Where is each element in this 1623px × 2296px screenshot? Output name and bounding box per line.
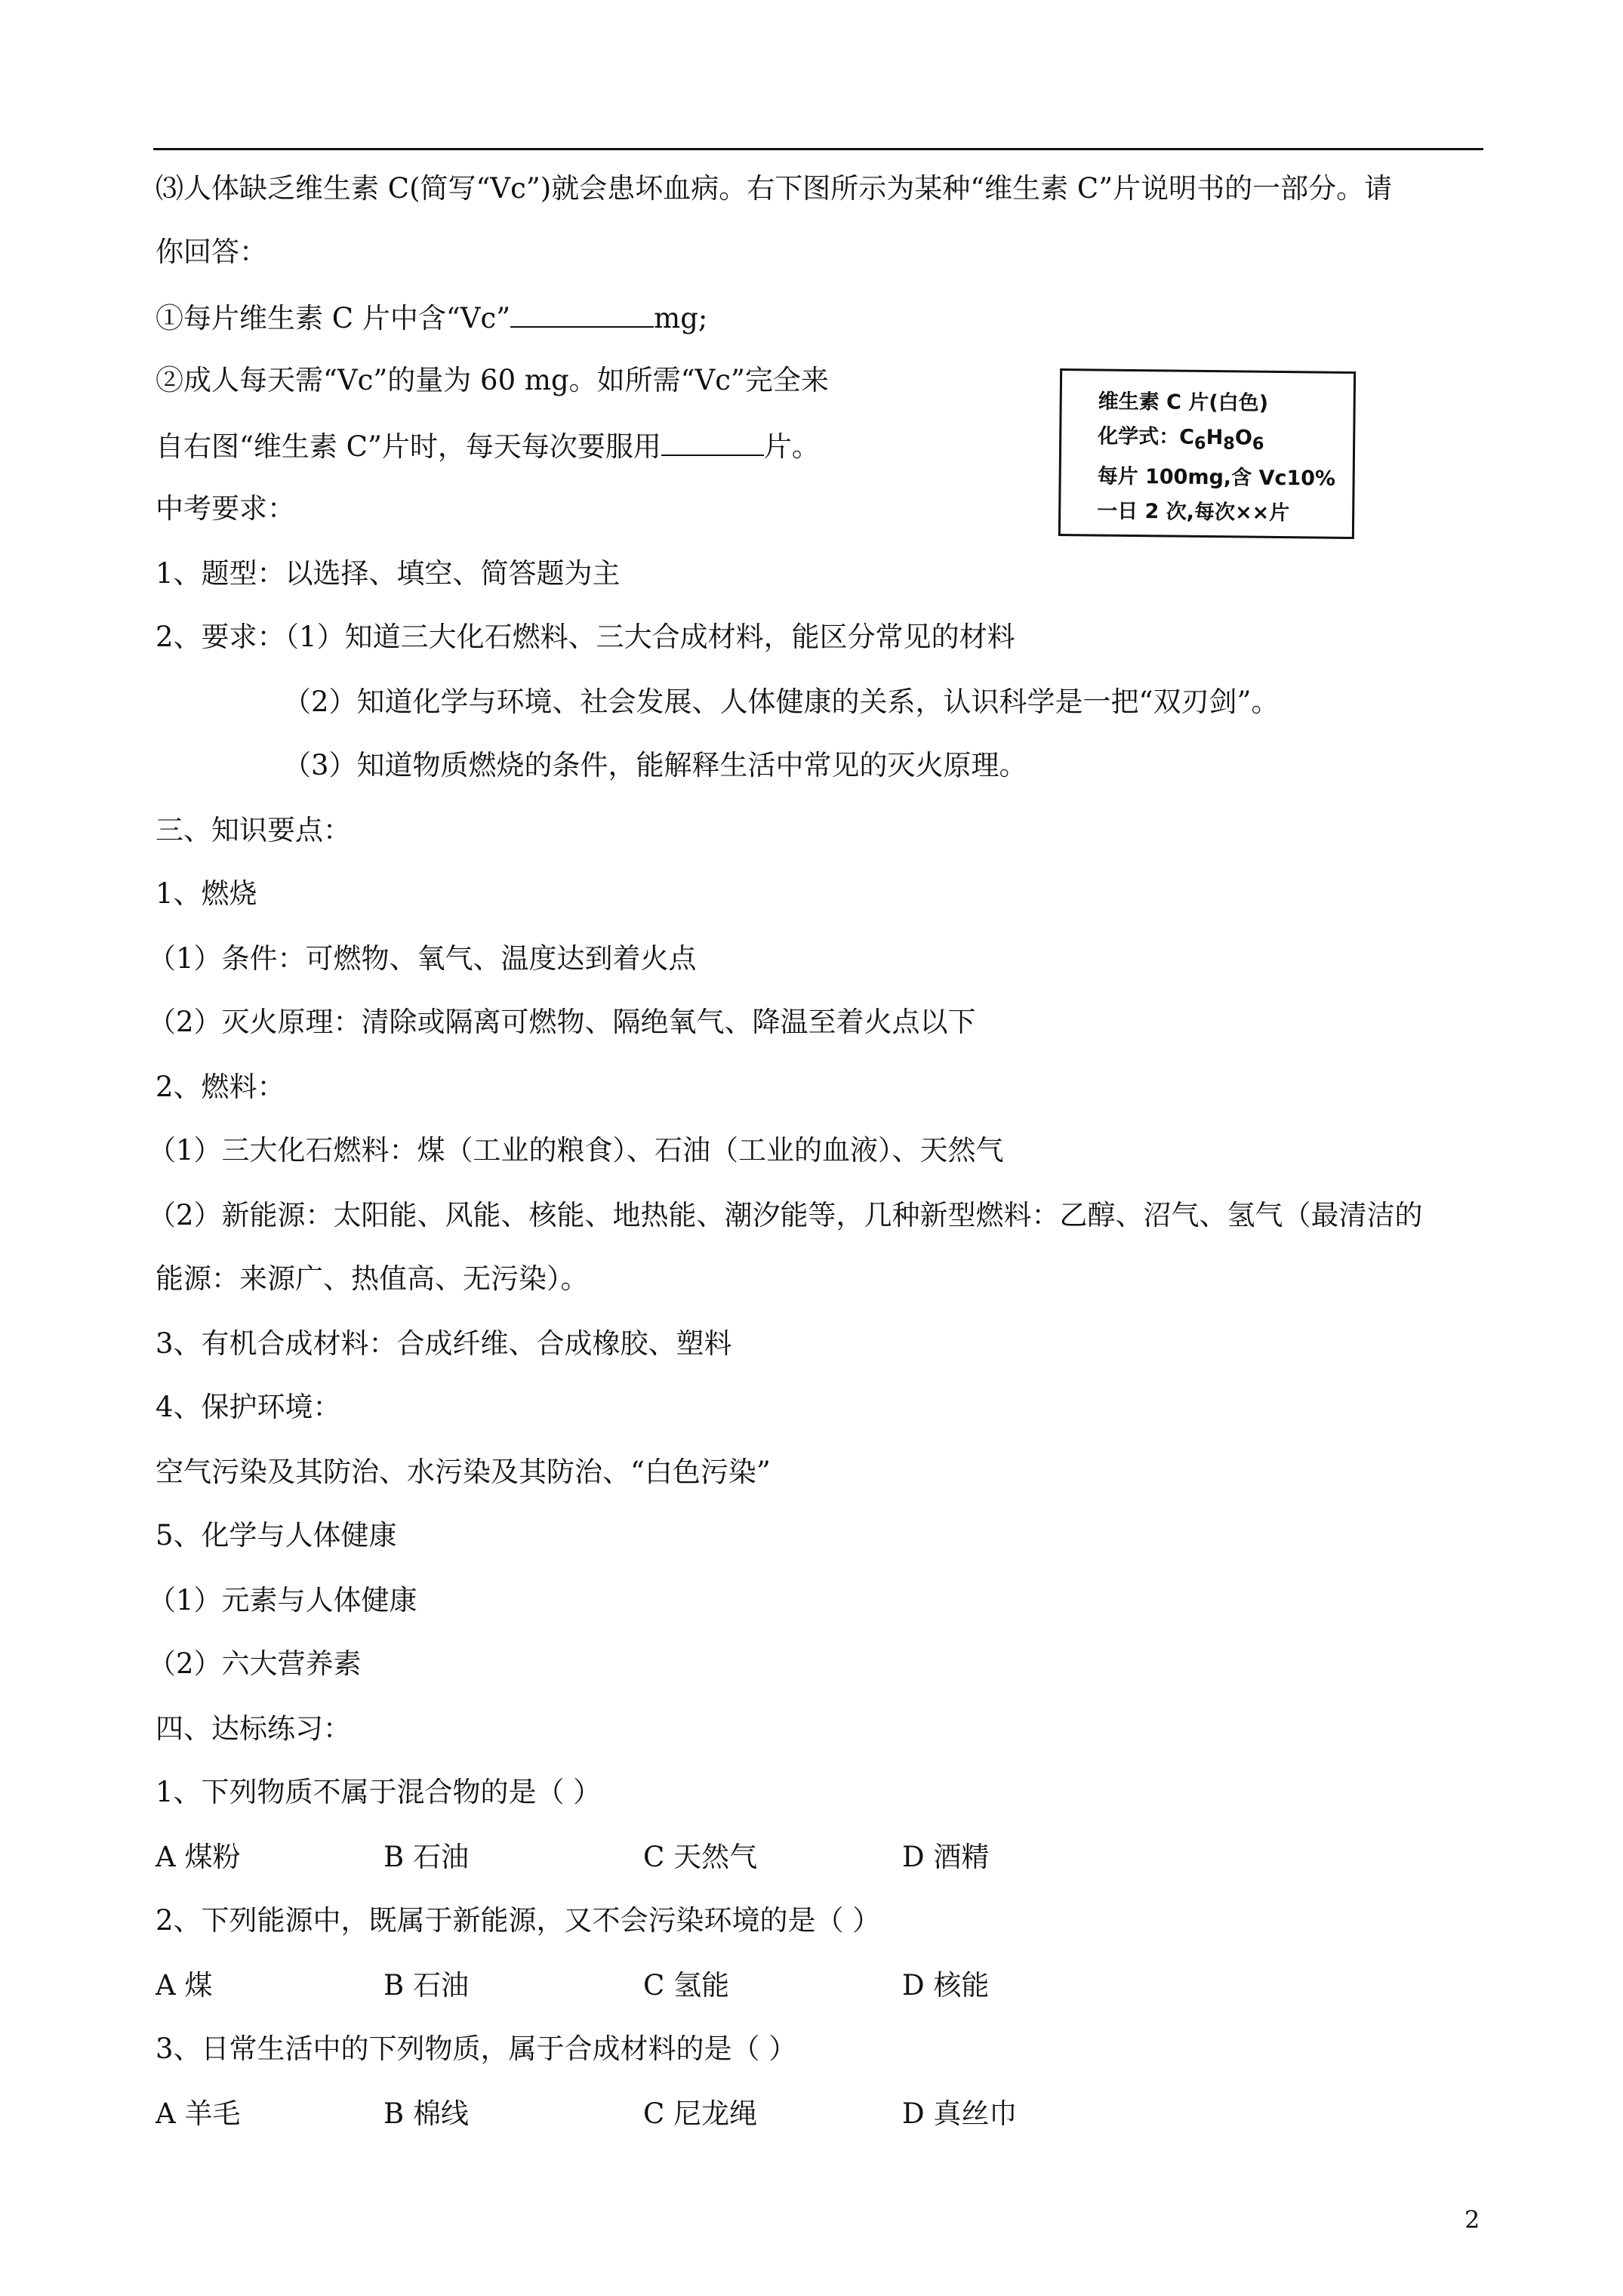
q3-sub1-suffix: mg;	[654, 302, 708, 334]
requirements-item2: 2、要求：（1）知道三大化石燃料、三大合成材料，能区分常见的材料	[156, 621, 1015, 653]
knowledge-k3: 3、有机合成材料：合成纤维、合成橡胶、塑料	[156, 1327, 732, 1360]
knowledge-k4-1: 空气污染及其防治、水污染及其防治、“白色污染”	[156, 1456, 771, 1488]
knowledge-k5: 5、化学与人体健康	[156, 1519, 397, 1552]
question-2-stem: 2、下列能源中，既属于新能源，又不会污染环境的是（ ）	[156, 1904, 881, 1937]
label-content: 每片 100mg,含 Vc10%	[1097, 464, 1336, 492]
requirements-item2-2: （2）知道化学与环境、社会发展、人体健康的关系，认识科学是一把“双刃剑”。	[283, 686, 1280, 718]
knowledge-k4: 4、保护环境：	[156, 1391, 341, 1423]
knowledge-k1-2: （2）灭火原理：清除或隔离可燃物、隔绝氧气、降温至着火点以下	[148, 1006, 976, 1038]
q3-intro-line2: 你回答：	[156, 236, 267, 268]
question-3-option-c[interactable]: C 尼龙绳	[643, 2097, 758, 2130]
label-dosage: 一日 2 次,每次××片	[1097, 499, 1290, 525]
knowledge-k1: 1、燃烧	[156, 877, 257, 910]
question-1-option-a[interactable]: A 煤粉	[156, 1841, 241, 1873]
requirements-heading: 中考要求：	[156, 492, 295, 525]
question-3-option-b[interactable]: B 棉线	[383, 2097, 469, 2130]
question-3-stem: 3、日常生活中的下列物质，属于合成材料的是（ ）	[156, 2032, 797, 2065]
q3-sub1-blank[interactable]	[510, 299, 654, 328]
question-2-option-b[interactable]: B 石油	[383, 1969, 469, 2002]
knowledge-k1-1: （1）条件：可燃物、氧气、温度达到着火点	[148, 942, 697, 975]
requirements-item2-3: （3）知道物质燃烧的条件，能解释生活中常见的灭火原理。	[283, 749, 1027, 781]
question-1-option-b[interactable]: B 石油	[383, 1841, 469, 1873]
q3-sub1	[156, 299, 707, 337]
question-2-option-c[interactable]: C 氢能	[643, 1969, 730, 2002]
label-formula: 化学式：$C_6H_8O_6$	[1098, 424, 1264, 455]
knowledge-k5-1: （1）元素与人体健康	[148, 1584, 417, 1616]
knowledge-k2-2a: （2）新能源：太阳能、风能、核能、地热能、潮汐能等，几种新型燃料：乙醇、沼气、氢气（最清洁的	[148, 1199, 1423, 1231]
question-3-option-d[interactable]: D 真丝巾	[902, 2097, 1018, 2130]
header-rule	[153, 148, 1483, 150]
q3-sub1-prefix: ①每片维生素 C 片中含“Vc”	[156, 302, 511, 334]
label-title: 维生素 C 片(白色)	[1098, 390, 1269, 415]
knowledge-k2: 2、燃料：	[156, 1071, 285, 1103]
question-2-option-d[interactable]: D 核能	[902, 1969, 990, 2002]
exercises-heading: 四、达标练习：	[156, 1712, 351, 1745]
knowledge-k5-2: （2）六大营养素	[148, 1647, 362, 1680]
knowledge-k2-1: （1）三大化石燃料：煤（工业的粮食）、石油（工业的血液）、天然气	[148, 1134, 1004, 1166]
question-1-stem: 1、下列物质不属于混合物的是（ ）	[156, 1776, 602, 1808]
question-1-option-c[interactable]: C 天然气	[643, 1841, 758, 1873]
knowledge-k2-2b: 能源：来源广、热值高、无污染）。	[156, 1262, 589, 1295]
requirements-item1: 1、题型：以选择、填空、简答题为主	[156, 557, 621, 590]
q3-sub2-blank[interactable]	[661, 427, 764, 456]
page-number: 2	[1464, 2205, 1480, 2234]
question-3-option-a[interactable]: A 羊毛	[156, 2097, 241, 2130]
question-2-option-a[interactable]: A 煤	[156, 1969, 213, 2002]
vitamin-c-label-box	[1058, 368, 1356, 539]
knowledge-heading: 三、知识要点：	[156, 814, 351, 846]
q3-intro-line1: ⑶人体缺乏维生素 C(简写“Vc”)就会患坏血病。右下图所示为某种“维生素 C”片说明书的一部分。请	[156, 172, 1393, 205]
question-1-option-d[interactable]: D 酒精	[902, 1841, 990, 1873]
q3-sub2-suffix: 片。	[763, 430, 820, 463]
q3-sub2-line1: ②成人每天需“Vc”的量为 60 mg。如所需“Vc”完全来	[156, 364, 829, 396]
q3-sub2-prefix: 自右图“维生素 C”片时，每天每次要服用	[156, 430, 661, 463]
q3-sub2-line2	[156, 427, 820, 465]
